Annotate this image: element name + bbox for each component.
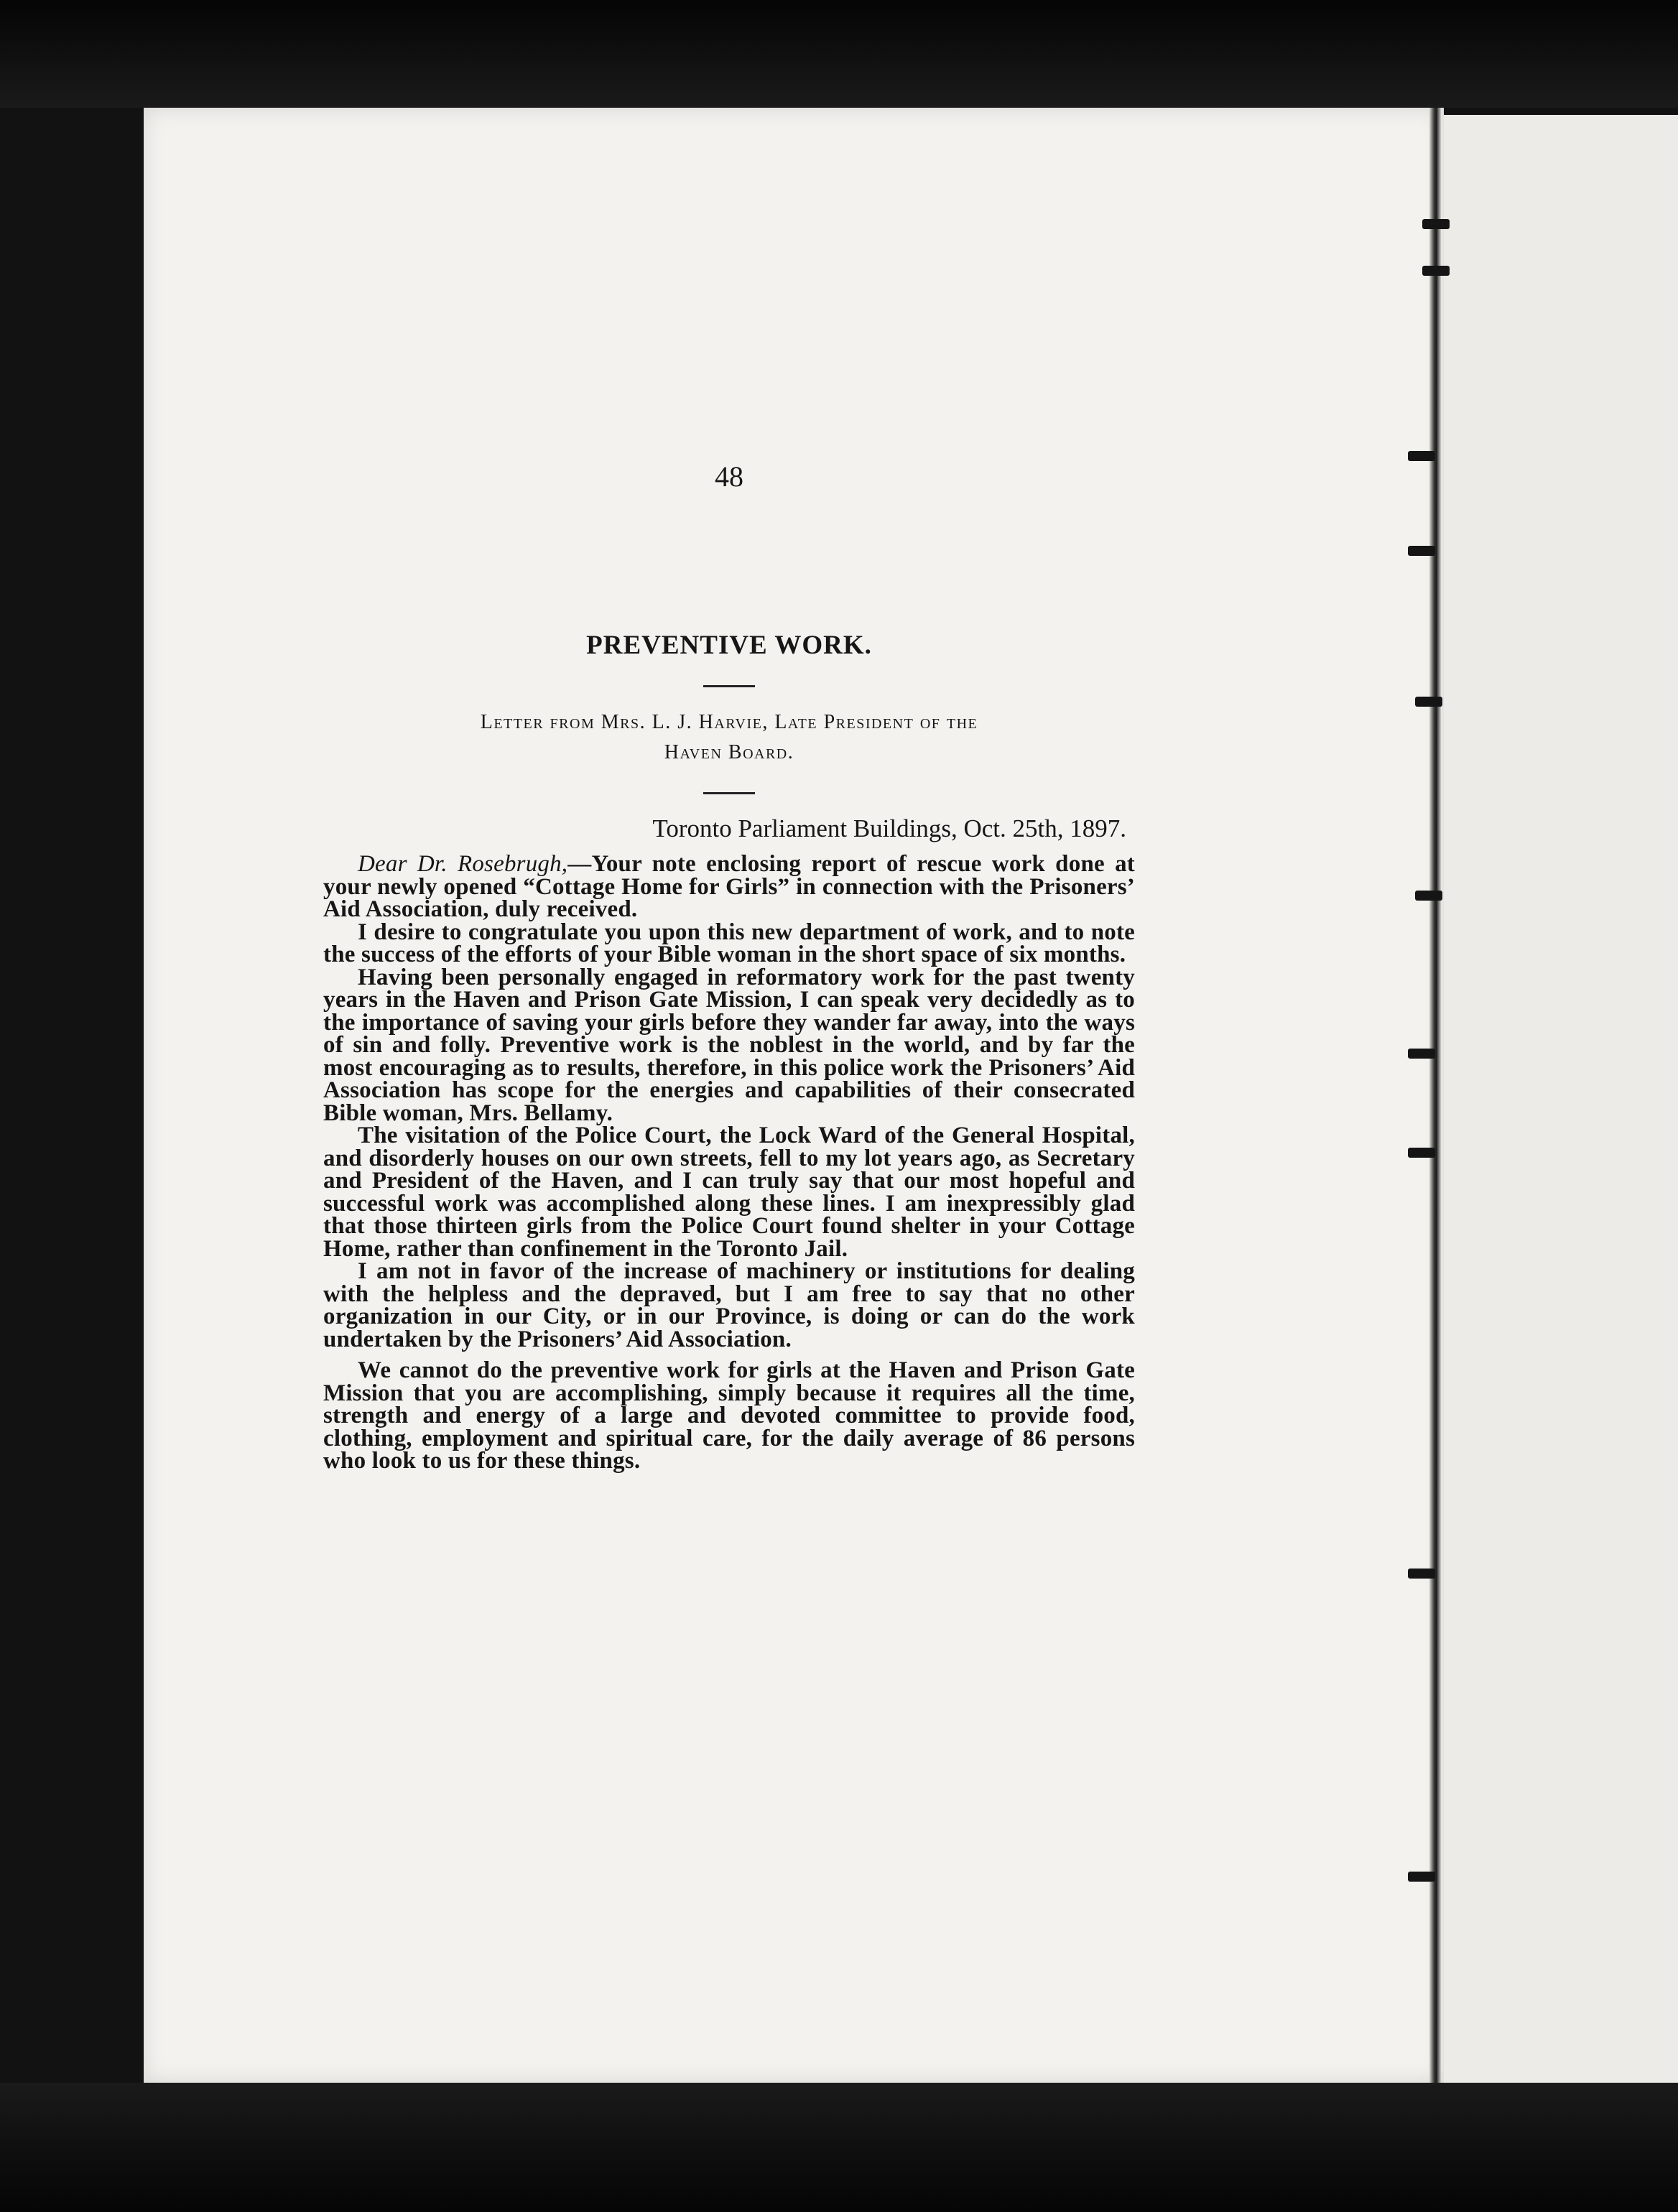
letter-paragraph: We cannot do the preventive work for girls at the Haven and Prison Gate Mission that you are accomplishing, simply because it requires all the time, strength and energy of a large and devoted committee to provide food, clothing, employment and spiritual care, for the daily average of 86 persons who look to us for these things. — [323, 1357, 1135, 1474]
subheading-divider — [703, 792, 755, 794]
letter-salutation: Dear Dr. Rosebrugh, — [358, 851, 568, 877]
scan-border-bottom — [0, 2083, 1678, 2212]
letter-heading-line-1: Letter from Mrs. L. J. Harvie, Late President of the — [480, 711, 978, 733]
letter-heading-line-2: Haven Board. — [664, 741, 794, 763]
binding-stitch — [1408, 1148, 1435, 1158]
book-spine-binding — [1429, 108, 1441, 2083]
binding-stitch — [1422, 266, 1450, 276]
page-text — [323, 460, 1135, 1473]
paragraph-text: —Your note enclosing report of rescue work done at your newly opened “Cottage Home for Girls” in connection with the Prisoners’ Aid Association, duly received. — [323, 851, 1135, 922]
letter-paragraph: I am not in favor of the increase of machinery or institutions for dealing with the helpless and the depraved, but I am free to say that no other organization in our City, or in our Province, is doing or can do the work undertaken by the Prisoners’ Aid Association. — [323, 1258, 1135, 1352]
letter-heading — [323, 707, 1135, 768]
heading-divider — [703, 685, 755, 687]
letter-paragraph — [323, 853, 1135, 921]
letter-paragraph: I desire to congratulate you upon this new department of work, and to note the success of the efforts of your Bible woman in the short space of six months. — [323, 919, 1135, 967]
page-number: 48 — [715, 460, 743, 493]
facing-page-edge — [1444, 115, 1678, 2083]
binding-stitch — [1408, 1049, 1435, 1059]
letter-dateline: Toronto Parliament Buildings, Oct. 25th, 1897. — [652, 814, 1126, 842]
letter-paragraph: Having been personally engaged in reformatory work for the past twenty years in the Haven and Prison Gate Mission, I can speak very decidedly as to the importance of saving your girls before they wander far away, into the ways of sin and folly. Preventive work is the noblest in the world, and by far the most encouraging as to results, therefore, in this police work the Prisoners’ Aid Association has scope for the energies and capabilities of their consecrated Bible woman, Mrs. Bellamy. — [323, 964, 1135, 1126]
binding-stitch — [1415, 697, 1442, 707]
binding-stitch — [1408, 1569, 1435, 1579]
binding-stitch — [1415, 891, 1442, 901]
binding-stitch — [1408, 546, 1435, 556]
letter-paragraph: The visitation of the Police Court, the Lock Ward of the General Hospital, and disorderly houses on our own streets, fell to my lot years ago, as Secretary and President of the Haven, and I can truly say that our most hopeful and successful work was accomplished along these lines. I am inexpressibly glad that those thirteen girls from the Police Court found shelter in your Cottage Home, rather than confinement in the Toronto Jail. — [323, 1123, 1135, 1262]
section-title: PREVENTIVE WORK. — [586, 631, 872, 660]
binding-stitch — [1408, 1872, 1435, 1882]
binding-stitch — [1422, 219, 1450, 229]
binding-stitch — [1408, 451, 1435, 461]
scan-border-top — [0, 0, 1678, 108]
